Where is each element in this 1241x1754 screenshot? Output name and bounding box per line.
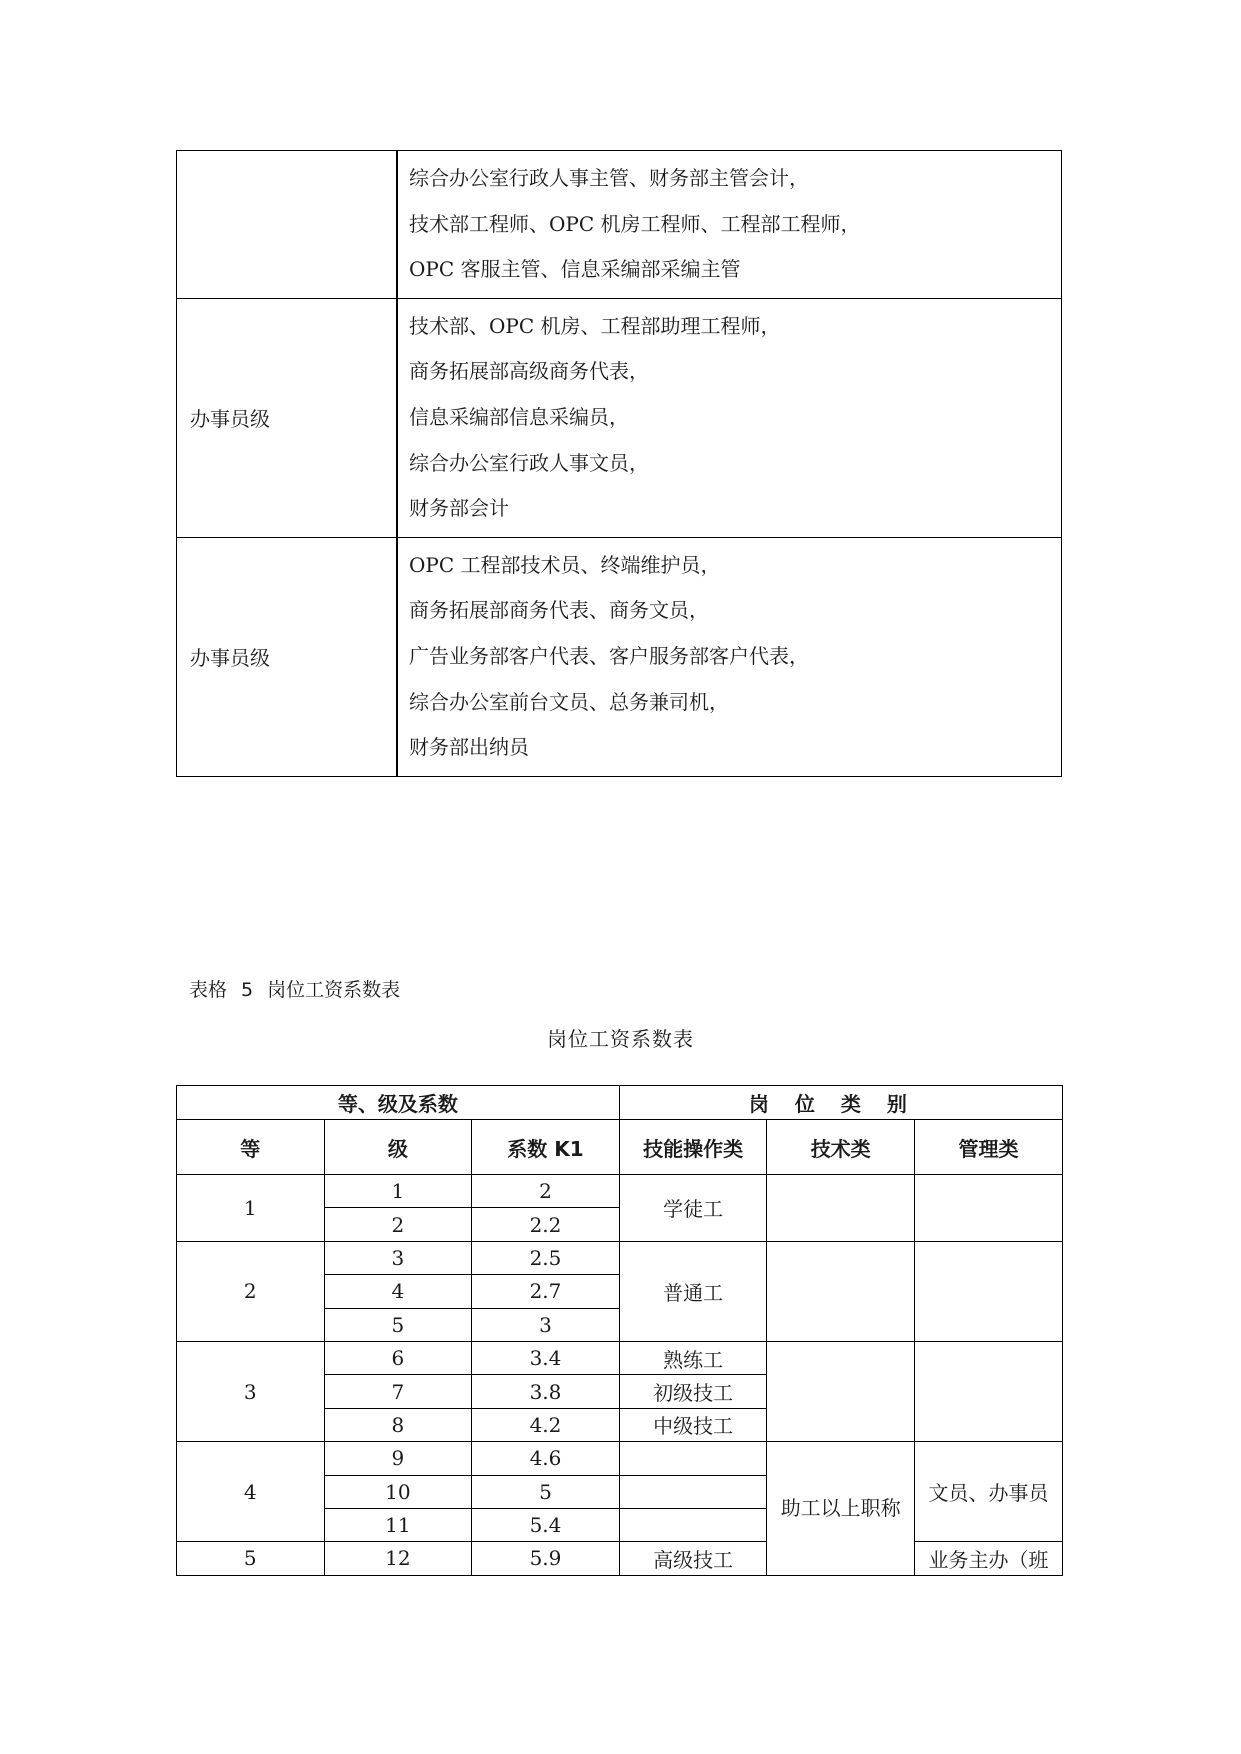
level-cell: 7	[324, 1375, 472, 1408]
coefficient-cell: 2.5	[472, 1241, 620, 1274]
wage-coefficient-table	[176, 1085, 1063, 1576]
table-row	[177, 1175, 1063, 1208]
level-cell: 3	[324, 1241, 472, 1274]
tech-category-cell	[767, 1241, 915, 1341]
level-cell: 4	[324, 1275, 472, 1308]
positions-cell	[397, 537, 1062, 776]
level-cell: 办事员级	[177, 537, 398, 776]
column-header: 技术类	[767, 1120, 915, 1175]
coefficient-cell: 5.4	[472, 1508, 620, 1541]
caption-number: 5	[241, 979, 254, 1001]
skill-category-cell: 中级技工	[619, 1408, 767, 1441]
skill-category-cell	[619, 1475, 767, 1508]
positions-line: 广告业务部客户代表、客户服务部客户代表，	[409, 643, 809, 668]
positions-line: 综合办公室前台文员、总务兼司机，	[409, 689, 729, 714]
positions-cell	[397, 151, 1062, 299]
header-row	[177, 1120, 1063, 1175]
coefficient-cell: 4.2	[472, 1408, 620, 1441]
column-header: 管理类	[914, 1120, 1062, 1175]
grade-cell: 1	[177, 1175, 325, 1242]
skill-category-cell	[619, 1442, 767, 1475]
table-row	[177, 1241, 1063, 1274]
coefficient-cell: 2.7	[472, 1275, 620, 1308]
positions-cell	[397, 298, 1062, 537]
grade-cell: 5	[177, 1542, 325, 1575]
level-cell: 5	[324, 1308, 472, 1341]
mgmt-category-cell	[914, 1175, 1062, 1242]
level-cell: 10	[324, 1475, 472, 1508]
coefficient-cell: 3	[472, 1308, 620, 1341]
header-row	[177, 1086, 1063, 1120]
coefficient-cell: 5	[472, 1475, 620, 1508]
level-cell: 9	[324, 1442, 472, 1475]
coefficient-cell: 2.2	[472, 1208, 620, 1241]
positions-line: 商务拓展部商务代表、商务文员，	[409, 598, 709, 623]
table-row	[177, 1442, 1063, 1475]
mgmt-category-cell: 业务主办（班	[914, 1542, 1062, 1575]
mgmt-category-cell: 文员、办事员	[914, 1442, 1062, 1542]
level-cell: 2	[324, 1208, 472, 1241]
column-header: 系数 K1	[472, 1120, 620, 1175]
skill-category-cell	[619, 1508, 767, 1541]
positions-line: 技术部工程师、OPC 机房工程师、工程部工程师，	[409, 211, 861, 236]
coefficient-cell: 4.6	[472, 1442, 620, 1475]
coefficient-cell: 2	[472, 1175, 620, 1208]
grade-cell: 3	[177, 1341, 325, 1441]
table-row	[177, 537, 1062, 776]
level-cell: 办事员级	[177, 298, 398, 537]
level-cell: 8	[324, 1408, 472, 1441]
level-cell: 11	[324, 1508, 472, 1541]
positions-line: 信息采编部信息采编员，	[409, 404, 629, 429]
column-header: 级	[324, 1120, 472, 1175]
positions-line: OPC 工程部技术员、终端维护员，	[409, 552, 721, 577]
mgmt-category-cell	[914, 1341, 1062, 1441]
column-header: 等	[177, 1120, 325, 1175]
grade-cell: 4	[177, 1442, 325, 1542]
positions-line: 综合办公室行政人事主管、财务部主管会计，	[409, 166, 809, 190]
positions-line: 财务部出纳员	[409, 735, 529, 760]
header-category-group: 岗位类别	[619, 1086, 1062, 1120]
tech-category-cell	[767, 1175, 915, 1242]
skill-category-cell: 普通工	[619, 1241, 767, 1341]
table-row	[177, 1542, 1063, 1575]
level-cell: 6	[324, 1341, 472, 1374]
column-header: 技能操作类	[619, 1120, 767, 1175]
level-cell: 1	[324, 1175, 472, 1208]
positions-line: 综合办公室行政人事文员，	[409, 450, 649, 475]
caption-title: 岗位工资系数表	[267, 979, 401, 1001]
level-cell: 12	[324, 1542, 472, 1575]
caption-prefix: 表格	[189, 979, 228, 1001]
table-row	[177, 298, 1062, 537]
table-row	[177, 1341, 1063, 1374]
level-cell	[177, 151, 398, 299]
tech-category-cell: 助工以上职称	[767, 1442, 915, 1576]
mgmt-category-cell	[914, 1241, 1062, 1341]
positions-line: OPC 客服主管、信息采编部采编主管	[409, 257, 741, 282]
table-caption	[189, 975, 414, 1002]
tech-category-cell	[767, 1341, 915, 1441]
position-level-table	[176, 150, 1062, 777]
grade-cell: 2	[177, 1241, 325, 1341]
skill-category-cell: 初级技工	[619, 1375, 767, 1408]
positions-line: 商务拓展部高级商务代表，	[409, 359, 649, 384]
skill-category-cell: 学徒工	[619, 1175, 767, 1242]
coefficient-cell: 3.8	[472, 1375, 620, 1408]
skill-category-cell: 高级技工	[619, 1542, 767, 1575]
coefficient-cell: 5.9	[472, 1542, 620, 1575]
skill-category-cell: 熟练工	[619, 1341, 767, 1374]
header-grade-group: 等、级及系数	[177, 1086, 620, 1120]
positions-line: 财务部会计	[409, 496, 509, 521]
coefficient-cell: 3.4	[472, 1341, 620, 1374]
table-row	[177, 151, 1062, 299]
positions-line: 技术部、OPC 机房、工程部助理工程师，	[409, 313, 781, 338]
table-title: 岗位工资系数表	[547, 1027, 694, 1051]
